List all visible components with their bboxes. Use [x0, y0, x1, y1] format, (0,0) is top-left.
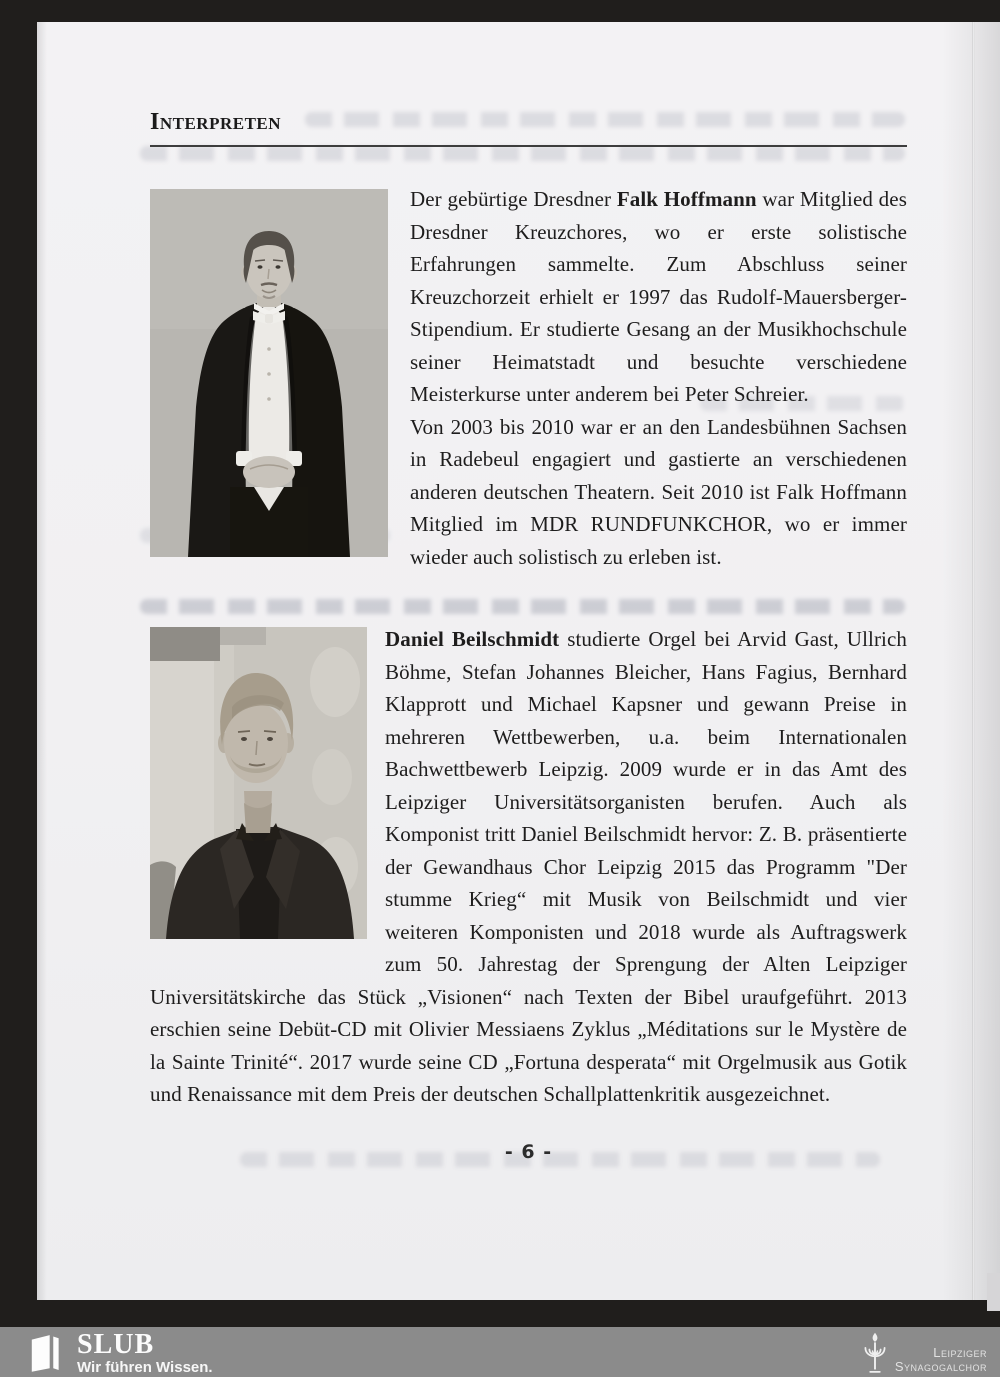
- choir-text: [895, 1346, 987, 1377]
- daniel-beilschmidt-photo: [150, 627, 367, 939]
- slub-logo: [30, 1331, 213, 1376]
- choir-name-line-2: Synagogalchor: [894, 1359, 987, 1374]
- section-daniel-beilschmidt: [150, 623, 907, 1111]
- page-left-edge-shadow: [37, 22, 47, 1300]
- falk-hoffmann-bio-paragraph-2: Von 2003 bis 2010 war er an den Landesbühnen Sachsen in Radebeul engagiert und gastierte an verschiedenen anderen deutschen Theatern. Seit 2010 ist Falk Hoffmann Mitglied im MDR RUNDFUNKCHOR, wo er immer wieder auch solistisch zu erleben ist.: [410, 414, 907, 569]
- slub-title: SLUB: [77, 1329, 155, 1360]
- document-page: [37, 22, 1000, 1300]
- page-fold-shading: [942, 22, 1000, 1300]
- slub-text: [77, 1331, 213, 1376]
- menorah-icon: [859, 1330, 891, 1377]
- page-number: - 6 -: [504, 1140, 553, 1163]
- synagogalchor-logo: [859, 1327, 987, 1377]
- page-title: Interpreten: [150, 109, 282, 135]
- bio-text: studierte Orgel bei Arvid Gast, Ullrich Böhme, Stefan Johannes Bleicher, Hans Fagius, Bernhard Klapprott und Michael Kapsner und gewann Preise in mehreren Wettbewerben, u.a. beim Internationalen Bachwettbewerb Leipzig. 2009 wurde er in das Amt des Leipziger Universitätsorganisten berufen. Auch als Komponist tritt Daniel Beilschmidt hervor: Z. B. präsentierte der Gewandhaus Chor Leipzig 2015 das Programm "Der stumme Krieg“ mit Musik von Beilschmidt und vier weiteren Komponisten und 2018 wurde als Auftragswerk zum 50. Jahrestag der Sprengung der Alten Leipziger Universitätskirche das Stück „Visionen“ nach Texten der Bibel uraufgeführt. 2013 erschien seine Debüt-CD mit Olivier Messiaens Zyklus „Méditations sur le Mystère de la Sainte Trinité“. 2017 wurde seine CD „Fortuna desperata“ mit Orgelmusik aus Gotik und Renaissance mit dem Preis der deutschen Schallplattenkritik ausgezeichnet.: [150, 627, 907, 1106]
- portrait-illustration: [150, 627, 367, 939]
- heading-rule: [150, 145, 907, 147]
- falk-hoffmann-photo: [150, 189, 388, 557]
- portrait-illustration: [150, 189, 388, 557]
- slub-tagline: Wir führen Wissen.: [77, 1359, 213, 1376]
- performer-name-falk-hoffmann: Falk Hoffmann: [616, 187, 757, 211]
- next-page-edge: [987, 1273, 1000, 1311]
- footer-bar: [0, 1327, 1000, 1377]
- choir-name-line-1: Leipziger: [933, 1345, 987, 1360]
- section-falk-hoffmann: [150, 183, 907, 573]
- performer-name-daniel-beilschmidt: Daniel Beilschmidt: [385, 627, 560, 651]
- bio-text: Der gebürtige Dresdner: [410, 187, 617, 211]
- bio-text: war Mitglied des Dresdner Kreuzchores, wo er erste solistische Erfahrungen sammelte. Zum Abschluss seiner Kreuzchorzeit erhielt er 1997 das Rudolf-Mauersberger-Stipendium. Er studierte Gesang an der Musikhochschule seiner Heimatstadt und besuchte verschiedene Meisterkurse unter anderem bei Peter Schreier.: [410, 187, 907, 406]
- page-content: [150, 108, 907, 1163]
- page-crease: [972, 22, 975, 1300]
- open-book-icon: [30, 1334, 64, 1372]
